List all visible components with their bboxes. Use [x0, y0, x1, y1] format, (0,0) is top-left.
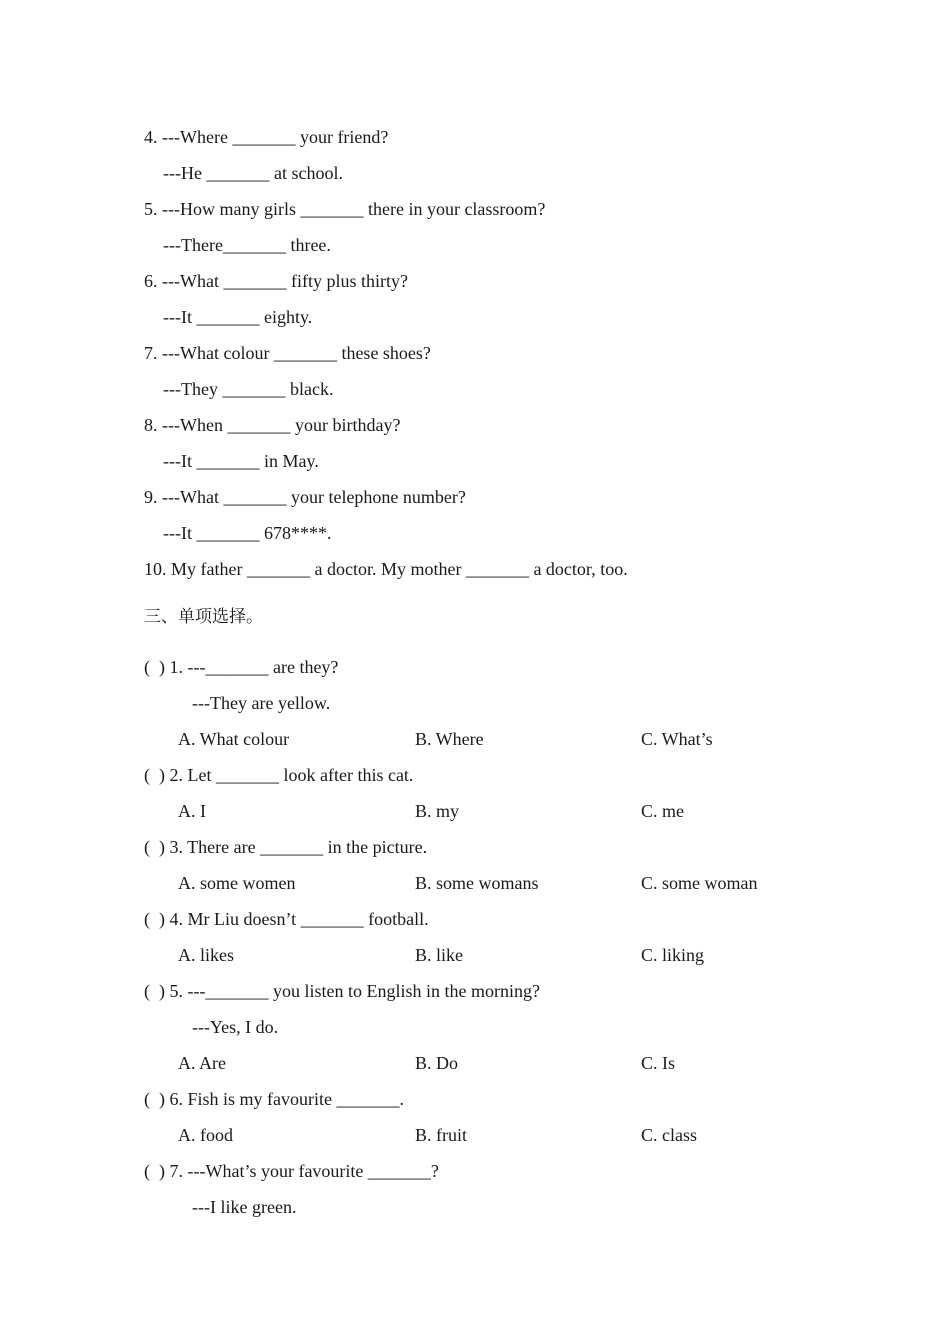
choice-6-option-a: A. food [178, 1125, 233, 1145]
choice-2-option-c: C. me [641, 801, 684, 821]
choice-5-question: ( ) 5. ---_______ you listen to English in the morning? [144, 981, 540, 1001]
choice-3-question: ( ) 3. There are _______ in the picture. [144, 837, 428, 857]
choice-1-reply: ---They are yellow. [192, 693, 331, 713]
choice-5-option-b: B. Do [415, 1053, 459, 1073]
choice-5-option-a: A. Are [178, 1053, 226, 1073]
choice-4-question: ( ) 4. Mr Liu doesn’t _______ football. [144, 909, 429, 929]
fill-item-4-answer: ---He _______ at school. [163, 163, 343, 183]
choice-6-question: ( ) 6. Fish is my favourite _______. [144, 1089, 404, 1109]
fill-item-7-question: 7. ---What colour _______ these shoes? [144, 343, 431, 363]
choice-3-option-c: C. some woman [641, 873, 758, 893]
choice-4-option-c: C. liking [641, 945, 705, 965]
choice-4-option-b: B. like [415, 945, 463, 965]
choice-2-option-b: B. my [415, 801, 460, 821]
fill-item-9-question: 9. ---What _______ your telephone number? [144, 487, 466, 507]
choice-7-reply: ---I like green. [192, 1197, 297, 1217]
choice-2-option-a: A. I [178, 801, 206, 821]
fill-item-8-answer: ---It _______ in May. [163, 451, 319, 471]
choice-7-question: ( ) 7. ---What’s your favourite _______? [144, 1161, 439, 1181]
section-heading: 三、单项选择。 [144, 607, 263, 627]
fill-item-6-answer: ---It _______ eighty. [163, 307, 313, 327]
choice-1-option-a: A. What colour [178, 729, 290, 749]
fill-item-6-question: 6. ---What _______ fifty plus thirty? [144, 271, 408, 291]
choice-5-option-c: C. Is [641, 1053, 676, 1073]
choice-4-option-a: A. likes [178, 945, 234, 965]
fill-item-5-question: 5. ---How many girls _______ there in your classroom? [144, 199, 546, 219]
fill-item-4-question: 4. ---Where _______ your friend? [144, 127, 389, 147]
choice-6-option-c: C. class [641, 1125, 697, 1145]
fill-item-5-answer: ---There_______ three. [163, 235, 331, 255]
choice-2-question: ( ) 2. Let _______ look after this cat. [144, 765, 414, 785]
fill-item-10: 10. My father _______ a doctor. My mother _______ a doctor, too. [144, 559, 628, 579]
choice-1-question: ( ) 1. ---_______ are they? [144, 657, 339, 677]
choice-3-option-a: A. some women [178, 873, 296, 893]
choice-6-option-b: B. fruit [415, 1125, 467, 1145]
choice-3-option-b: B. some womans [415, 873, 539, 893]
fill-item-9-answer: ---It _______ 678****. [163, 523, 332, 543]
choice-1-option-b: B. Where [415, 729, 484, 749]
fill-item-7-answer: ---They _______ black. [163, 379, 334, 399]
choice-1-option-c: C. What’s [641, 729, 713, 749]
choice-5-reply: ---Yes, I do. [192, 1017, 279, 1037]
fill-item-8-question: 8. ---When _______ your birthday? [144, 415, 401, 435]
